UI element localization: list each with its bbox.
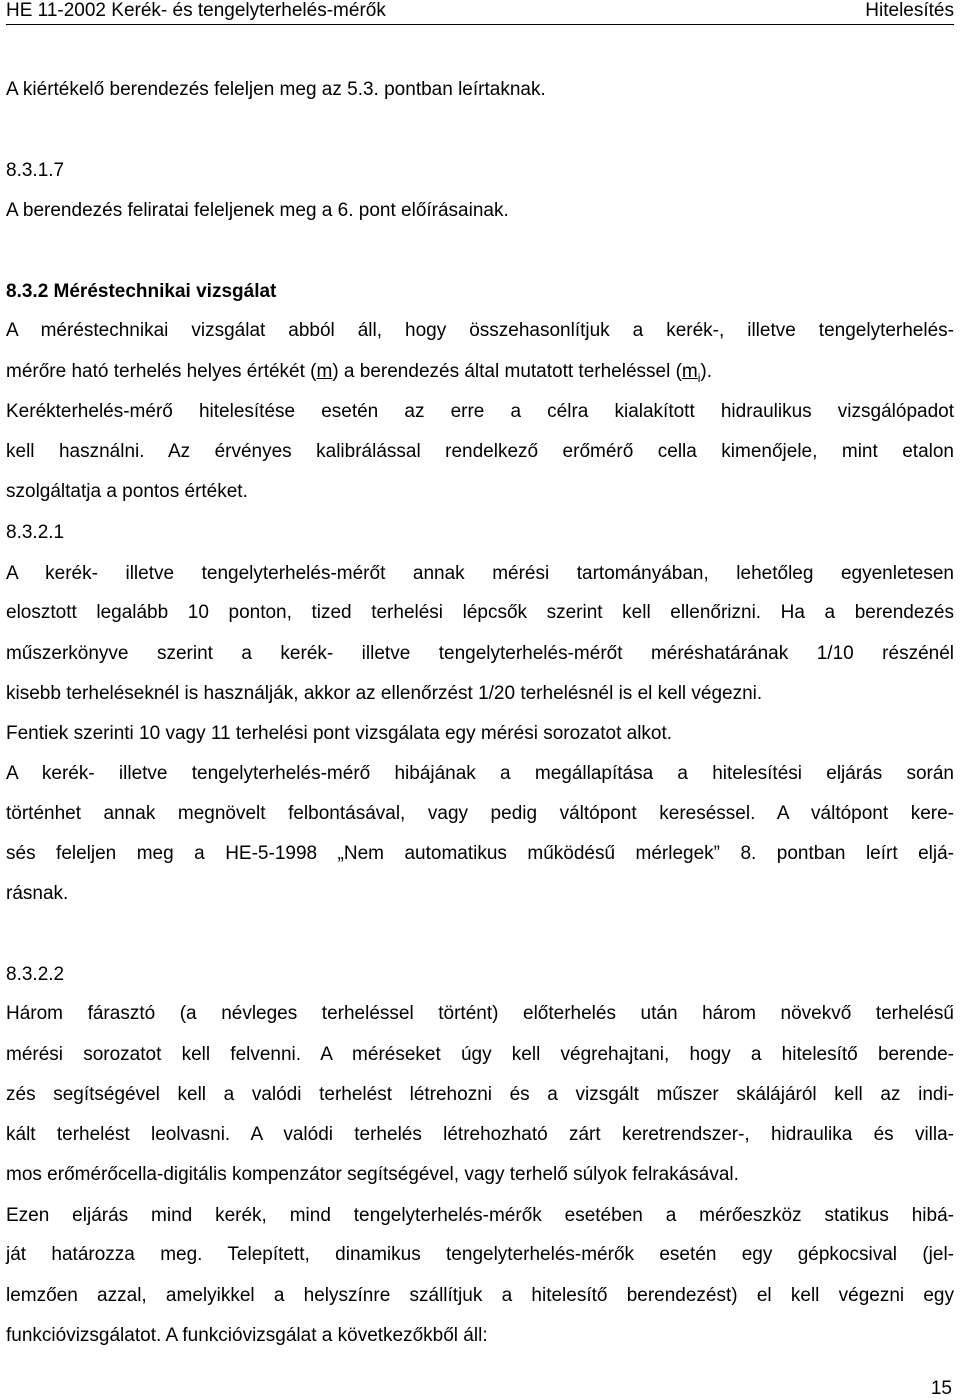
paragraph-line: Kerékterhelés-mérő hitelesítése esetén az erre a célra kialakított hidraulikus vizsgálópadot (6, 401, 954, 422)
paragraph-line: ját határozza meg. Telepített, dinamikus tengelyterhelés-mérők esetén egy gépkocsival (jel- (6, 1244, 954, 1265)
section-heading-832: 8.3.2 Méréstechnikai vizsgálat (6, 281, 277, 302)
section-number-8321: 8.3.2.1 (6, 522, 65, 543)
paragraph-line: kált terhelést leolvasni. A valódi terhelés létrehozható zárt keretrendszer-, hidraulika és villa- (6, 1124, 954, 1145)
paragraph-line: sés feleljen meg a HE-5-1998 „Nem automatikus működésű mérlegek” 8. pontban leírt eljá- (6, 843, 954, 864)
page-header (6, 0, 954, 22)
paragraph-line: szolgáltatja a pontos értéket. (6, 481, 248, 502)
paragraph-line: Fentiek szerinti 10 vagy 11 terhelési pont vizsgálata egy mérési sorozatot alkot. (6, 723, 673, 744)
intro-paragraph: A kiértékelő berendezés feleljen meg az 5.3. pontban leírtaknak. (6, 79, 546, 100)
paragraph-line: kisebb terheléseknél is használják, akkor az ellenőrzést 1/20 terhelésnél is el kell végezni. (6, 683, 763, 704)
paragraph-line (6, 361, 954, 383)
paragraph-line: mos erőmérőcella-digitális kompenzátor segítségével, vagy terhelő súlyok felrakásával. (6, 1164, 739, 1185)
section-number-8317: 8.3.1.7 (6, 160, 65, 181)
paragraph-line: rásnak. (6, 883, 69, 904)
text-run: ). (700, 361, 713, 382)
paragraph-line: A kerék- illetve tengelyterhelés-mérő hibájának a megállapítása a hitelesítési eljárás során (6, 763, 954, 784)
symbol-m: m (316, 361, 333, 382)
paragraph-line: elosztott legalább 10 ponton, tized terhelési lépcsők szerint kell ellenőrizni. Ha a berendezés (6, 602, 954, 623)
header-section: Hitelesítés (865, 0, 954, 21)
header-title: HE 11-2002 Kerék- és tengelyterhelés-mérők (6, 0, 386, 21)
text-run: mérőre ható terhelés helyes értékét ( (6, 361, 317, 382)
section-8317-text: A berendezés feliratai feleljenek meg a 6. pont előírásainak. (6, 200, 509, 221)
paragraph-line: történhet annak megnövelt felbontásával, vagy pedig váltópont kereséssel. A váltópont kere- (6, 803, 954, 824)
section-number-8322: 8.3.2.2 (6, 964, 65, 985)
symbol-mi (681, 361, 701, 385)
symbol-m: m (681, 361, 698, 382)
paragraph-line: zés segítségével kell a valódi terhelést létrehozni és a vizsgált műszer skálájáról kell az indi- (6, 1084, 954, 1105)
paragraph-line: A méréstechnikai vizsgálat abból áll, hogy összehasonlítjuk a kerék-, illetve tengelyterhelés- (6, 320, 954, 341)
page-number: 15 (930, 1378, 952, 1399)
header-divider (6, 24, 954, 25)
paragraph-line: A kerék- illetve tengelyterhelés-mérőt annak mérési tartományában, lehetőleg egyenletesen (6, 563, 954, 584)
paragraph-line: mérési sorozatot kell felvenni. A méréseket úgy kell végrehajtani, hogy a hitelesítő berende- (6, 1044, 954, 1065)
paragraph-line: műszerkönyve szerint a kerék- illetve tengelyterhelés-mérőt méréshatárának 1/10 részénél (6, 643, 954, 664)
paragraph-line: funkcióvizsgálatot. A funkcióvizsgálat a következőkből áll: (6, 1325, 488, 1346)
paragraph-line: Ezen eljárás mind kerék, mind tengelyterhelés-mérők esetében a mérőeszköz statikus hibá- (6, 1205, 954, 1226)
paragraph-line: kell használni. Az érvényes kalibrálással rendelkező erőmérő cella kimenőjele, mint etalon (6, 441, 954, 462)
text-run: ) a berendezés által mutatott terheléssel ( (332, 361, 682, 382)
paragraph-line: lemzően azzal, amelyikkel a helyszínre szállítjuk a hitelesítő berendezést) el kell végezni egy (6, 1285, 954, 1306)
paragraph-line: Három fárasztó (a névleges terheléssel történt) előterhelés után három növekvő terhelésű (6, 1003, 954, 1024)
subscript-i: i (697, 370, 701, 385)
